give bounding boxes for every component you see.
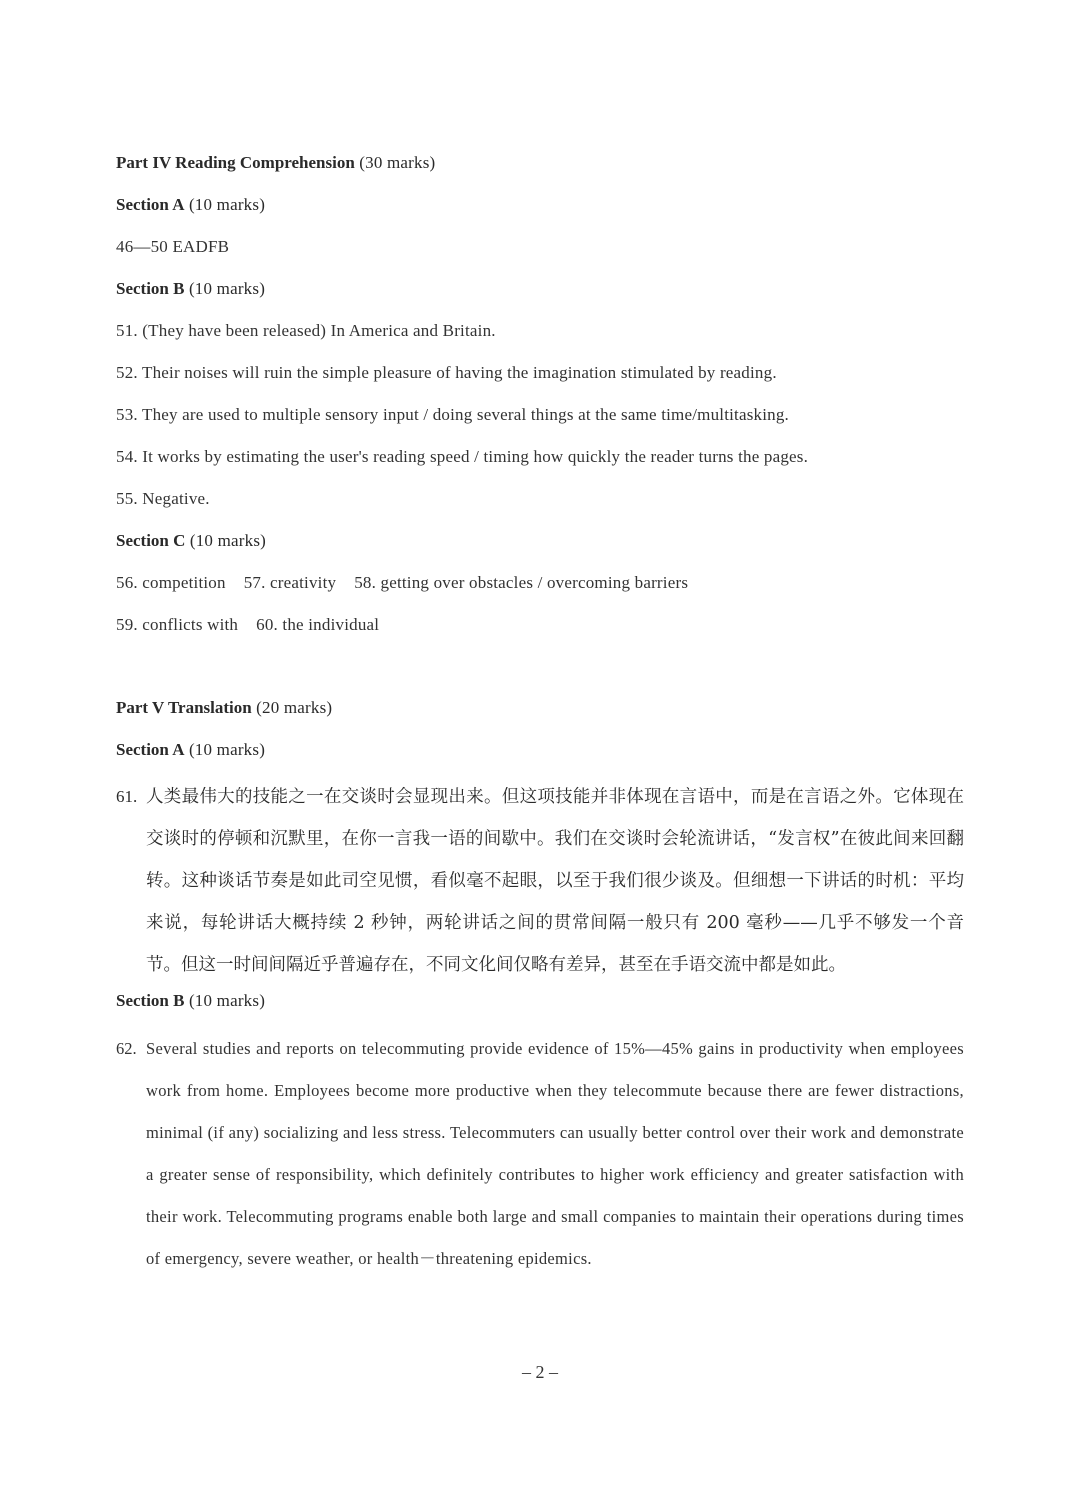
section-marks: (10 marks) xyxy=(189,531,266,550)
part-v-title: Part V Translation xyxy=(116,698,252,717)
section-title: Section C xyxy=(116,531,186,550)
part-iv-title: Part IV Reading Comprehension xyxy=(116,153,355,172)
section-marks: (10 marks) xyxy=(188,991,266,1010)
translation-62-text: Several studies and reports on telecommuting provide evidence of 15%—45% gains in productivity when employees work from home. Employees become more productive when they telecommute because there are fewer distractions, minimal (if any) socializing and less stress. Telecommuters can usually better control over their work and demonstrate a greater sense of responsibility, which definitely contributes to higher work efficiency and greater satisfaction with their work. Telecommuting programs enable both large and small companies to maintain their operations during times of emergency, severe weather, or health－threatening epidemics. xyxy=(146,1039,964,1268)
section-marks: (10 marks) xyxy=(188,279,266,298)
part-iv-section-c-heading xyxy=(116,529,966,553)
section-marks: (10 marks) xyxy=(188,740,266,759)
part-iv-marks: (30 marks) xyxy=(359,153,436,172)
translation-61 xyxy=(116,776,964,986)
answer-57: 57. creativity xyxy=(243,573,337,592)
part-iv-section-a-heading xyxy=(116,193,966,217)
part-v-section-b-heading xyxy=(116,989,966,1013)
answer-52: 52. Their noises will ruin the simple pleasure of having the imagination stimulated by reading. xyxy=(116,363,777,382)
section-title: Section A xyxy=(116,195,185,214)
answer-60: 60. the individual xyxy=(256,615,380,634)
part-v-section-a-heading xyxy=(116,738,966,762)
answer-58: 58. getting over obstacles / overcoming barriers xyxy=(354,573,689,592)
answer-46-50: 46—50 EADFB xyxy=(116,237,230,256)
item-number-62: 62. xyxy=(116,1039,137,1058)
section-title: Section A xyxy=(116,740,185,759)
answer-51: 51. (They have been released) In America and Britain. xyxy=(116,321,496,340)
section-marks: (10 marks) xyxy=(188,195,266,214)
translation-62 xyxy=(116,1028,964,1280)
answers-59-60 xyxy=(116,613,966,637)
answer-53: 53. They are used to multiple sensory input / doing several things at the same time/multitasking. xyxy=(116,405,790,424)
answer-59: 59. conflicts with xyxy=(116,615,239,634)
answer-54: 54. It works by estimating the user's reading speed / timing how quickly the reader turns the pages. xyxy=(116,447,809,466)
section-title: Section B xyxy=(116,991,185,1010)
page-number: – 2 – xyxy=(522,1362,558,1382)
answer-56: 56. competition xyxy=(116,573,226,592)
part-v-heading xyxy=(116,696,966,720)
item-number-61: 61. xyxy=(116,787,138,806)
part-v-marks: (20 marks) xyxy=(256,698,333,717)
answers-56-58 xyxy=(116,571,966,595)
answer-55: 55. Negative. xyxy=(116,489,210,508)
part-iv-section-b-heading xyxy=(116,277,966,301)
part-iv-heading xyxy=(116,151,966,175)
section-title: Section B xyxy=(116,279,185,298)
translation-61-text: 人类最伟大的技能之一在交谈时会显现出来。但这项技能并非体现在言语中，而是在言语之外。它体现在交谈时的停顿和沉默里，在你一言我一语的间歇中。我们在交谈时会轮流讲话，“发言权”在彼此间来回翻转。这种谈话节奏是如此司空见惯，看似毫不起眼，以至于我们很少谈及。但细想一下讲话的时机：平均来说，每轮讲话大概持续 2 秒钟，两轮讲话之间的贯常间隔一般只有 200 毫秒——几乎不够发一个音节。但这一时间间隔近乎普遍存在，不同文化间仅略有差异，甚至在手语交流中都是如此。 xyxy=(146,787,964,975)
